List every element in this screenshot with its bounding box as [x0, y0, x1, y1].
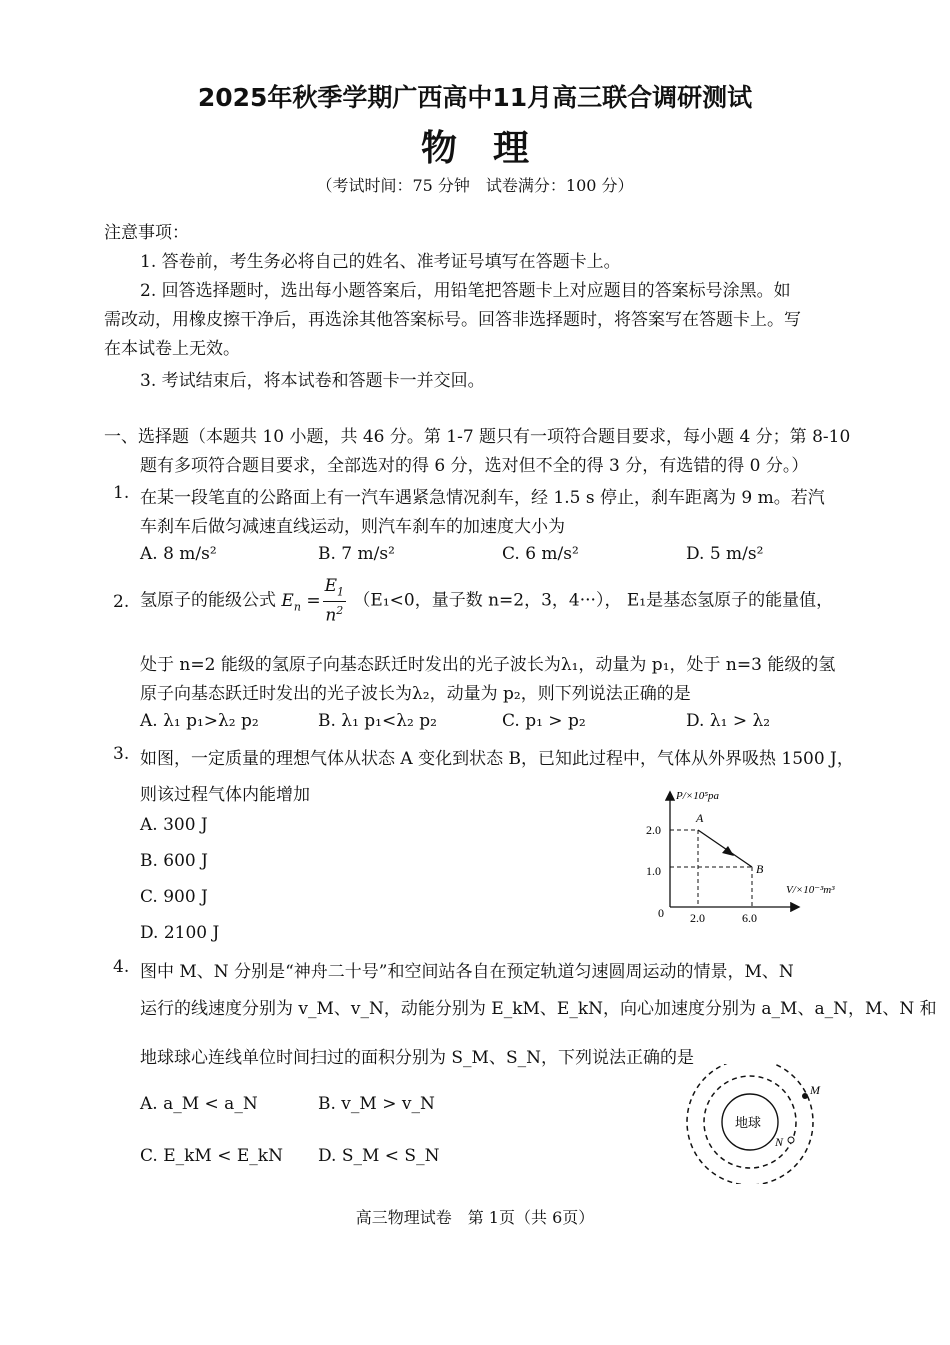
section-heading-line2: 题有多项符合题目要求，全部选对的得 6 分，选对但不全的得 3 分，有选错的得 0 分。） — [140, 456, 809, 476]
y-tick-1: 1.0 — [646, 864, 661, 878]
formula-numerator: $E_1$ — [323, 577, 346, 602]
y-axis-label: P/×10⁵pa — [676, 790, 720, 802]
q2-line3: 原子向基态跃迁时发出的光子波长为λ₂，动量为 p₂，则下列说法正确的是 — [140, 684, 691, 704]
n-point — [788, 1137, 794, 1143]
notice-item-1: 1. 答卷前，考生务必将自己的姓名、准考证号填写在答题卡上。 — [140, 252, 621, 272]
q2-line1-rest: （E₁<0，量子数 n=2，3，4···）， E₁是基态氢原子的能量值， — [353, 590, 834, 611]
energy-formula: $E_n$ = $\frac{E_1}{n^2}$ — [281, 576, 344, 627]
point-b-label: B — [756, 862, 764, 876]
pv-graph — [640, 785, 860, 930]
process-line — [698, 830, 752, 867]
q1-number: 1. — [113, 483, 130, 503]
q1-option-b[interactable]: B. 7 m/s² — [318, 544, 395, 564]
q1-option-a[interactable]: A. 8 m/s² — [140, 544, 217, 564]
subject-title: 物 理 — [420, 128, 529, 169]
q2-number: 2. — [113, 592, 130, 612]
q1-line1: 在某一段笔直的公路面上有一汽车遇紧急情况刹车，经 1.5 s 停止，刹车距离为 9 m。若汽 — [140, 488, 825, 508]
formula-denominator: $n^2$ — [325, 604, 344, 627]
y-tick-2: 2.0 — [646, 823, 661, 837]
notice-heading: 注意事项： — [104, 223, 189, 243]
q1-option-d[interactable]: D. 5 m/s² — [686, 544, 764, 564]
formula-lhs: E — [281, 590, 294, 611]
q2-line1-text: 氢原子的能级公式 — [140, 590, 276, 611]
q4-option-b[interactable]: B. v_M > v_N — [318, 1094, 435, 1114]
page-footer: 高三物理试卷 第 1页（共 6页） — [355, 1208, 595, 1227]
q1-option-c[interactable]: C. 6 m/s² — [502, 544, 579, 564]
q4-option-a[interactable]: A. a_M < a_N — [140, 1094, 258, 1114]
q4-number: 4. — [113, 957, 130, 977]
q3-line1: 如图，一定质量的理想气体从状态 A 变化到状态 B，已知此过程中，气体从外界吸热 1500 J， — [140, 749, 854, 769]
formula-fraction — [323, 577, 346, 625]
q2-option-a[interactable]: A. λ₁ p₁>λ₂ p₂ — [140, 711, 259, 731]
notice-item-2-line3: 在本试卷上无效。 — [104, 339, 240, 359]
earth-label: 地球 — [735, 1115, 762, 1130]
exam-title: 2025年秋季学期广西高中11月高三联合调研测试 — [197, 83, 753, 112]
x-axis-label: V/×10⁻³m³ — [786, 884, 835, 896]
m-label: M — [810, 1083, 820, 1097]
m-point — [802, 1093, 808, 1099]
q2-line1 — [140, 577, 833, 629]
q4-option-c[interactable]: C. E_kM < E_kN — [140, 1146, 283, 1166]
origin-label: 0 — [658, 906, 664, 920]
x-tick-6: 6.0 — [742, 911, 757, 925]
notice-item-3: 3. 考试结束后，将本试卷和答题卡一并交回。 — [140, 371, 485, 391]
section-heading-line1: 一、选择题（本题共 10 小题，共 46 分。第 1-7 题只有一项符合题目要求，每小题 4 分；第 8-10 — [104, 427, 851, 447]
q4-line3: 地球球心连线单位时间扫过的面积分别为 S_M、S_N，下列说法正确的是 — [140, 1048, 694, 1068]
notice-item-2-line1: 2. 回答选择题时，选出每小题答案后，用铅笔把答题卡上对应题目的答案标号涂黑。如 — [140, 281, 791, 301]
q2-option-c[interactable]: C. p₁ > p₂ — [502, 711, 586, 731]
q3-option-d[interactable]: D. 2100 J — [140, 923, 220, 943]
q2-option-d[interactable]: D. λ₁ > λ₂ — [686, 711, 771, 731]
notice-item-2-line2: 需改动，用橡皮擦干净后，再选涂其他答案标号。回答非选择题时，将答案写在答题卡上。写 — [104, 310, 801, 330]
x-tick-2: 2.0 — [690, 911, 705, 925]
q4-option-d[interactable]: D. S_M < S_N — [318, 1146, 440, 1166]
q3-number: 3. — [113, 744, 130, 764]
q1-line2: 车刹车后做匀减速直线运动，则汽车刹车的加速度大小为 — [140, 517, 565, 537]
q3-option-c[interactable]: C. 900 J — [140, 887, 208, 907]
exam-info: （考试时间：75 分钟 试卷满分：100 分） — [316, 176, 634, 195]
orbit-diagram — [678, 1064, 828, 1184]
formula-lhs-sub: n — [293, 599, 301, 613]
q2-line2: 处于 n=2 能级的氢原子向基态跃迁时发出的光子波长为λ₁，动量为 p₁，处于 n=3 能级的氢 — [140, 655, 836, 675]
q3-option-a[interactable]: A. 300 J — [140, 815, 208, 835]
q3-option-b[interactable]: B. 600 J — [140, 851, 208, 871]
q3-line2: 则该过程气体内能增加 — [140, 785, 310, 805]
n-label: N — [775, 1135, 784, 1149]
point-a-label: A — [696, 811, 704, 825]
q2-option-b[interactable]: B. λ₁ p₁<λ₂ p₂ — [318, 711, 437, 731]
q4-line2: 运行的线速度分别为 v_M、v_N，动能分别为 E_kM、E_kN，向心加速度分别为 a_M、a_N，M、N 和 — [140, 999, 937, 1019]
q4-line1: 图中 M、N 分别是“神舟二十号”和空间站各自在预定轨道匀速圆周运动的情景，M、N — [140, 962, 794, 982]
